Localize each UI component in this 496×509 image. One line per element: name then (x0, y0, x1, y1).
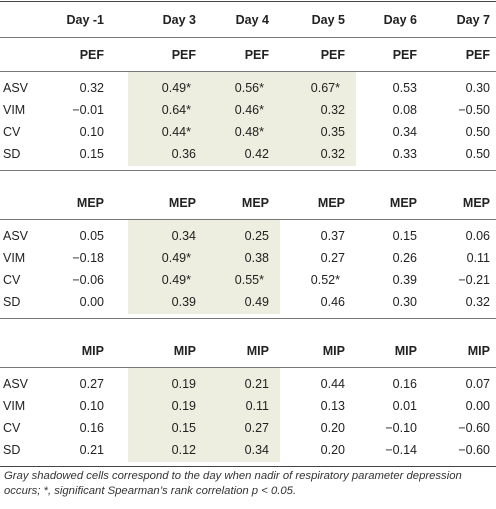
table-row (0, 439, 496, 461)
table-cell: 0.07 (465, 377, 490, 391)
table-cell: 0.38 (244, 251, 269, 265)
block-rule (0, 318, 496, 319)
table-cell: 0.11 (245, 399, 269, 413)
table-cell: 0.67* (310, 81, 340, 95)
table-cell: 0.30 (465, 81, 490, 95)
table-cell: 0.32 (320, 147, 345, 161)
param-header: MIP (394, 344, 417, 358)
param-header: MIP (467, 344, 490, 358)
table-cell: 0.34 (171, 229, 196, 243)
table-cell: 0.00 (465, 399, 490, 413)
param-header-row (0, 340, 496, 362)
table-top-rule (0, 1, 496, 2)
table-cell: 0.06 (465, 229, 490, 243)
table-cell: 0.39 (171, 295, 196, 309)
table-cell: 0.42 (244, 147, 269, 161)
table-cell: 0.16 (392, 377, 417, 391)
table-row (0, 269, 496, 291)
table-cell: 0.20 (320, 443, 345, 457)
row-label: SD (3, 443, 21, 457)
param-header: MEP (241, 196, 269, 210)
table-cell: 0.00 (79, 295, 104, 309)
table-cell: 0.52* (310, 273, 340, 287)
param-header: MIP (322, 344, 345, 358)
table-cell: 0.50 (465, 125, 490, 139)
table-cell: 0.08 (392, 103, 417, 117)
table-cell: 0.35 (320, 125, 345, 139)
param-header: MEP (317, 196, 345, 210)
row-label: SD (3, 295, 21, 309)
table-cell: 0.10 (79, 125, 104, 139)
row-label: VIM (3, 103, 26, 117)
block-rule (0, 170, 496, 171)
param-header: PEF (171, 48, 196, 62)
table-cell: 0.34 (244, 443, 269, 457)
table-row (0, 77, 496, 99)
row-label: SD (3, 147, 21, 161)
table-cell: −0.21 (458, 273, 490, 287)
table-cell: 0.46 (320, 295, 345, 309)
table-cell: 0.01 (392, 399, 417, 413)
row-label: VIM (3, 399, 26, 413)
param-header: PEF (79, 48, 104, 62)
table-cell: 0.49* (161, 81, 191, 95)
day-header: Day -1 (66, 13, 104, 27)
table-row (0, 373, 496, 395)
param-rule (0, 71, 496, 72)
table-cell: −0.60 (458, 443, 490, 457)
table-cell: 0.30 (392, 295, 417, 309)
table-row (0, 291, 496, 313)
param-rule (0, 219, 496, 220)
table-cell: −0.10 (385, 421, 417, 435)
table-cell: −0.18 (72, 251, 104, 265)
table-cell: 0.44 (320, 377, 345, 391)
table-cell: 0.49* (161, 251, 191, 265)
table-cell: 0.26 (392, 251, 417, 265)
table-cell: 0.55* (234, 273, 264, 287)
table-cell: −0.60 (458, 421, 490, 435)
table-cell: 0.21 (244, 377, 269, 391)
table-cell: 0.46* (234, 103, 264, 117)
param-rule (0, 367, 496, 368)
table-cell: 0.33 (392, 147, 417, 161)
table-cell: 0.32 (320, 103, 345, 117)
table-cell: 0.27 (79, 377, 104, 391)
table-cell: 0.10 (79, 399, 104, 413)
row-label: ASV (3, 81, 29, 95)
table-cell: 0.49 (244, 295, 269, 309)
table-cell: 0.20 (320, 421, 345, 435)
table-row (0, 247, 496, 269)
table-cell: −0.50 (458, 103, 490, 117)
table-cell: 0.19 (171, 399, 196, 413)
table-cell: 0.27 (320, 251, 345, 265)
param-header: MEP (389, 196, 417, 210)
param-header: PEF (244, 48, 269, 62)
row-label: CV (3, 421, 21, 435)
table-cell: 0.15 (79, 147, 104, 161)
header-rule (0, 37, 496, 38)
day-header: Day 7 (456, 13, 490, 27)
table-cell: −0.14 (385, 443, 417, 457)
table-row (0, 417, 496, 439)
table-cell: 0.49* (161, 273, 191, 287)
param-header: MIP (246, 344, 269, 358)
table-cell: 0.12 (171, 443, 196, 457)
table-cell: 0.32 (79, 81, 104, 95)
table-cell: 0.48* (234, 125, 264, 139)
table-cell: 0.37 (320, 229, 345, 243)
row-label: CV (3, 125, 21, 139)
table-cell: 0.44* (161, 125, 191, 139)
table-cell: 0.13 (320, 399, 345, 413)
table-row (0, 395, 496, 417)
table-cell: 0.27 (244, 421, 269, 435)
table-cell: 0.39 (392, 273, 417, 287)
table-row (0, 225, 496, 247)
table-cell: 0.50 (465, 147, 490, 161)
block-rule (0, 466, 496, 467)
table-caption: Gray shadowed cells correspond to the day when nadir of respiratory parameter depression occurs; *, significant Spearman’s rank correlation p < 0.05. (4, 470, 462, 497)
param-header: MEP (76, 196, 104, 210)
table-cell: −0.06 (72, 273, 104, 287)
param-header: MIP (81, 344, 104, 358)
param-header: MEP (462, 196, 490, 210)
table-cell: 0.34 (392, 125, 417, 139)
table-row (0, 121, 496, 143)
day-header: Day 4 (235, 13, 269, 27)
day-header: Day 3 (162, 13, 196, 27)
table-cell: 0.56* (234, 81, 264, 95)
day-header: Day 6 (383, 13, 417, 27)
table-cell: 0.32 (465, 295, 490, 309)
param-header: MIP (173, 344, 196, 358)
table-row (0, 99, 496, 121)
table-cell: 0.19 (171, 377, 196, 391)
param-header: MEP (168, 196, 196, 210)
table-row (0, 143, 496, 165)
table-cell: 0.11 (466, 251, 490, 265)
param-header-row (0, 44, 496, 66)
table-cell: 0.53 (392, 81, 417, 95)
row-label: ASV (3, 229, 29, 243)
param-header: PEF (320, 48, 345, 62)
table-cell: 0.15 (392, 229, 417, 243)
row-label: VIM (3, 251, 26, 265)
param-header: PEF (465, 48, 490, 62)
param-header-row (0, 192, 496, 214)
table-cell: 0.25 (244, 229, 269, 243)
table-cell: −0.01 (72, 103, 104, 117)
table-cell: 0.05 (79, 229, 104, 243)
table-cell: 0.36 (171, 147, 196, 161)
day-header-row (0, 9, 496, 31)
row-label: CV (3, 273, 21, 287)
table-cell: 0.64* (161, 103, 191, 117)
table-cell: 0.15 (171, 421, 196, 435)
day-header: Day 5 (311, 13, 345, 27)
table-cell: 0.21 (79, 443, 104, 457)
param-header: PEF (392, 48, 417, 62)
table-cell: 0.16 (79, 421, 104, 435)
row-label: ASV (3, 377, 29, 391)
